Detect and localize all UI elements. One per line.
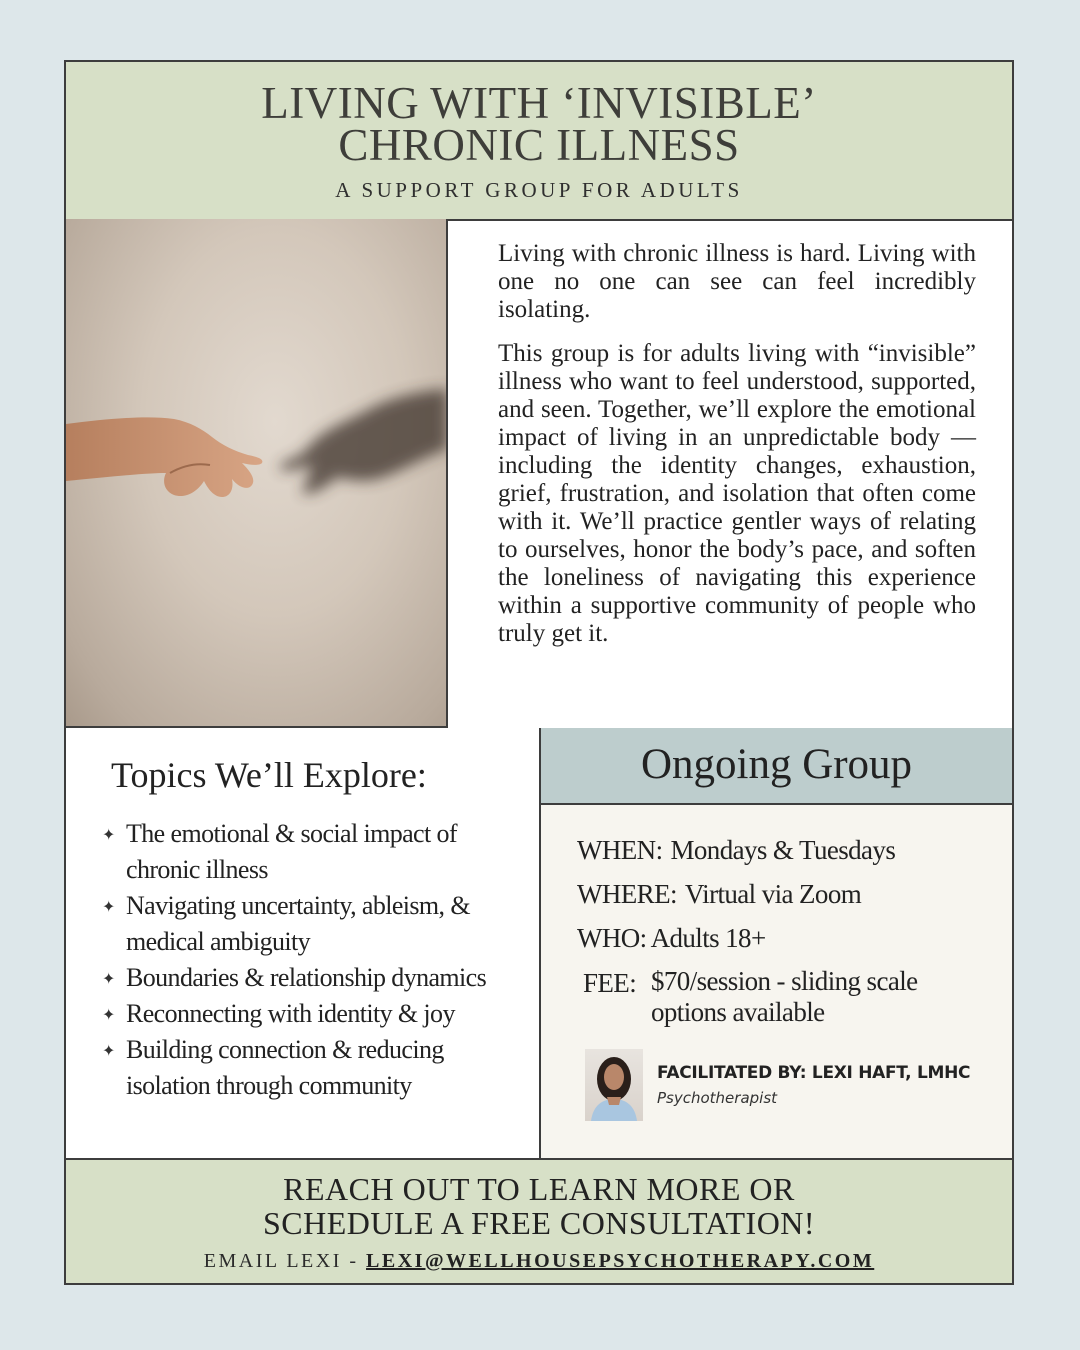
cta-line-1: REACH OUT TO LEARN MORE OR bbox=[283, 1171, 795, 1207]
who-row bbox=[577, 923, 766, 954]
avatar bbox=[585, 1049, 643, 1121]
header-banner bbox=[66, 62, 1012, 221]
when-value: Mondays & Tuesdays bbox=[670, 835, 896, 865]
reaching-hand-photo bbox=[66, 219, 448, 728]
hand-shadow-illustration bbox=[66, 219, 448, 728]
title-line-2: CHRONIC ILLNESS bbox=[338, 120, 740, 170]
list-item bbox=[102, 816, 522, 888]
fee-value: $70/session - sliding scale options available bbox=[651, 966, 918, 1027]
sparkle-bullet-icon: ✦ bbox=[102, 825, 115, 844]
intro-paragraph-1: Living with chronic illness is hard. Living with one no one can see can feel incredibly isolating. bbox=[498, 240, 976, 323]
facilitator bbox=[585, 1049, 970, 1121]
where-row bbox=[577, 879, 861, 910]
who-value: Adults 18+ bbox=[650, 923, 766, 953]
email-line bbox=[66, 1250, 1012, 1273]
topic-text: The emotional & social impact of chronic illness bbox=[126, 819, 457, 884]
flyer-title bbox=[66, 62, 1012, 170]
topics-section bbox=[66, 728, 541, 1160]
topic-text: Boundaries & relationship dynamics bbox=[126, 963, 487, 992]
intro-paragraph-2: This group is for adults living with “invisible” illness who want to feel understood, supported, and seen. Together, we’ll explore the emotional impact of living in an unpredictable body — including the identity changes, exhaustion, grief, frustration, and isolation that often come with it. We’ll practice gentler ways of relating to ourselves, honor the body’s pace, and soften the loneliness of navigating this experience within a supportive community of people who truly get it. bbox=[498, 340, 976, 647]
facilitator-info bbox=[657, 1063, 970, 1107]
flyer-subtitle: A SUPPORT GROUP FOR ADULTS bbox=[335, 178, 743, 202]
when-label: WHEN: bbox=[577, 835, 663, 865]
email-prefix: EMAIL LEXI - bbox=[203, 1250, 367, 1272]
facilitator-portrait-icon bbox=[585, 1049, 643, 1121]
list-item bbox=[102, 1032, 522, 1104]
topics-heading: Topics We’ll Explore: bbox=[111, 755, 427, 795]
topics-list bbox=[102, 816, 522, 1104]
email-link[interactable]: LEXI@WELLHOUSEPSYCHOTHERAPY.COM bbox=[366, 1250, 875, 1272]
topic-text: Building connection & reducing isolation through community bbox=[126, 1035, 444, 1100]
flyer-frame bbox=[64, 60, 1014, 1285]
facilitator-role: Psychotherapist bbox=[657, 1089, 778, 1107]
list-item bbox=[102, 960, 522, 996]
sparkle-bullet-icon: ✦ bbox=[102, 897, 115, 916]
cta-line-2: SCHEDULE A FREE CONSULTATION! bbox=[262, 1205, 816, 1241]
title-line-1: LIVING WITH ‘INVISIBLE’ bbox=[261, 78, 817, 128]
group-description bbox=[498, 240, 976, 664]
group-details bbox=[541, 805, 1012, 1160]
facilitator-name: FACILITATED BY: LEXI HAFT, LMHC bbox=[657, 1063, 971, 1083]
ongoing-group-heading: Ongoing Group bbox=[640, 741, 913, 788]
fee-row bbox=[583, 968, 971, 1028]
who-label: WHO: bbox=[577, 923, 647, 953]
fee-label: FEE: bbox=[583, 968, 637, 998]
sparkle-bullet-icon: ✦ bbox=[102, 969, 115, 988]
footer-banner bbox=[66, 1160, 1012, 1283]
sparkle-bullet-icon: ✦ bbox=[102, 1041, 115, 1060]
topic-text: Navigating uncertainty, ableism, & medical ambiguity bbox=[126, 891, 470, 956]
sparkle-bullet-icon: ✦ bbox=[102, 1005, 115, 1024]
list-item bbox=[102, 888, 522, 960]
where-label: WHERE: bbox=[577, 879, 677, 909]
call-to-action bbox=[66, 1160, 1012, 1240]
list-item bbox=[102, 996, 522, 1032]
when-row bbox=[577, 835, 895, 866]
ongoing-group-banner bbox=[541, 728, 1012, 805]
where-value: Virtual via Zoom bbox=[684, 879, 862, 909]
topic-text: Reconnecting with identity & joy bbox=[126, 999, 455, 1028]
